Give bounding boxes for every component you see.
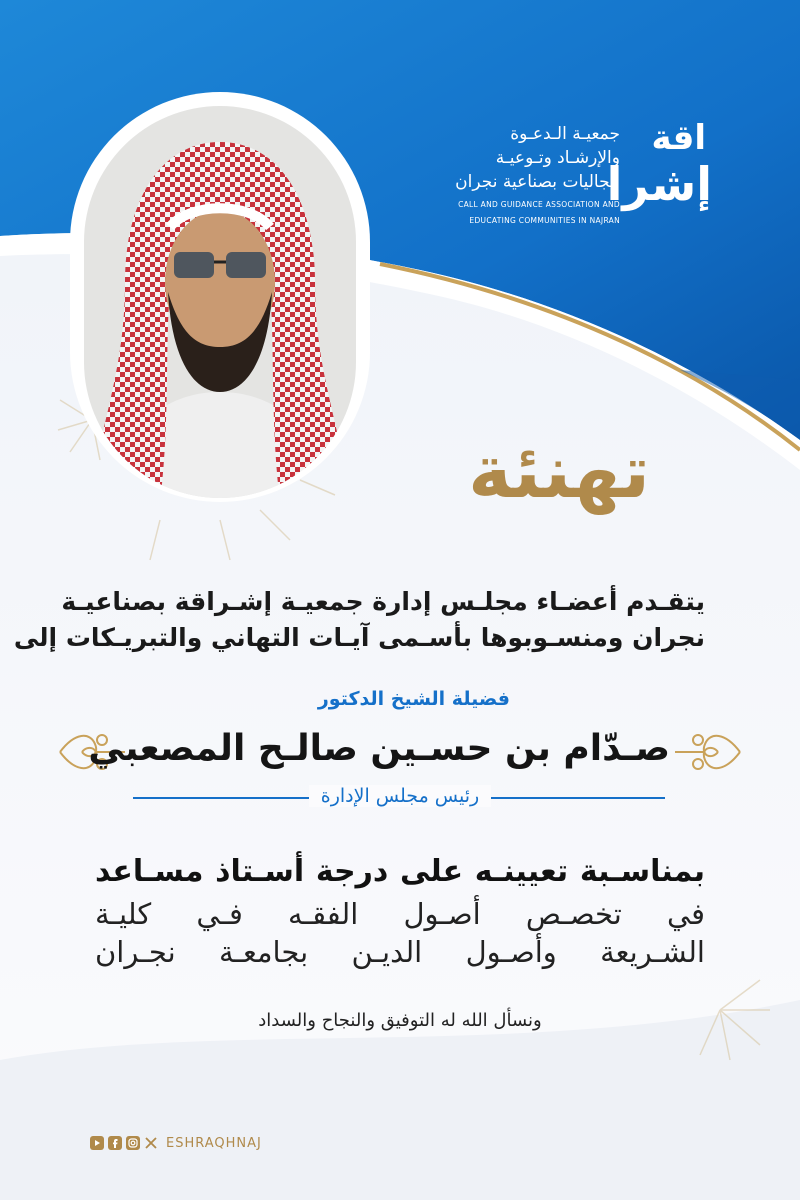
recipient-name: صـدّام بن حسـين صالـح المصعبي — [88, 728, 670, 769]
x-icon[interactable] — [144, 1136, 158, 1150]
recipient-role-wrap — [0, 780, 800, 813]
prayer-text: ونسأل الله له التوفيق والنجاح والسداد — [258, 1010, 542, 1031]
occasion-line-3: الشـريعة وأصـول الديـن بجامعـة نجـران — [95, 935, 705, 969]
logo-english-line-1: CALL AND GUIDANCE ASSOCIATION AND — [458, 200, 620, 209]
occasion-line-2: في تخصـص أصـول الفقـه فـي كليـة — [95, 897, 705, 931]
portrait-photo — [70, 92, 370, 502]
instagram-icon[interactable] — [126, 1136, 140, 1150]
association-logo — [422, 118, 712, 228]
logo-mark — [606, 118, 712, 218]
recipient-honorific: فضيلة الشيخ الدكتور — [317, 688, 510, 710]
youtube-icon[interactable] — [90, 1136, 104, 1150]
logo-line-2: والإرشـاد وتـوعيـة — [495, 148, 620, 168]
logo-mark-bottom: إشرا — [606, 157, 712, 211]
logo-text — [420, 122, 620, 226]
card-title: تهنئة — [468, 429, 650, 515]
social-handle[interactable]: ESHRAQHNAJ — [166, 1135, 262, 1151]
facebook-icon[interactable] — [108, 1136, 122, 1150]
occasion-line-1: بمناسـبة تعيينـه على درجة أسـتاذ مسـاعد — [95, 854, 705, 889]
social-bar — [90, 1132, 262, 1154]
logo-mark-top: اقة — [651, 118, 706, 158]
intro-line-1: يتقـدم أعضـاء مجلـس إدارة جمعيـة إشـراقة بصناعيـة — [61, 587, 705, 616]
logo-english-line-2: EDUCATING COMMUNITIES IN NAJRAN — [469, 216, 620, 225]
intro-line-2: نجران ومنسـوبوها بأسـمى آيـات التهاني والتبريـكات إلى — [13, 623, 705, 652]
logo-line-1: جمعيـة الـدعـوة — [510, 124, 620, 144]
recipient-role: رئيس مجلس الإدارة — [309, 785, 491, 807]
logo-line-3: الجاليات بصناعية نجران — [455, 172, 620, 192]
